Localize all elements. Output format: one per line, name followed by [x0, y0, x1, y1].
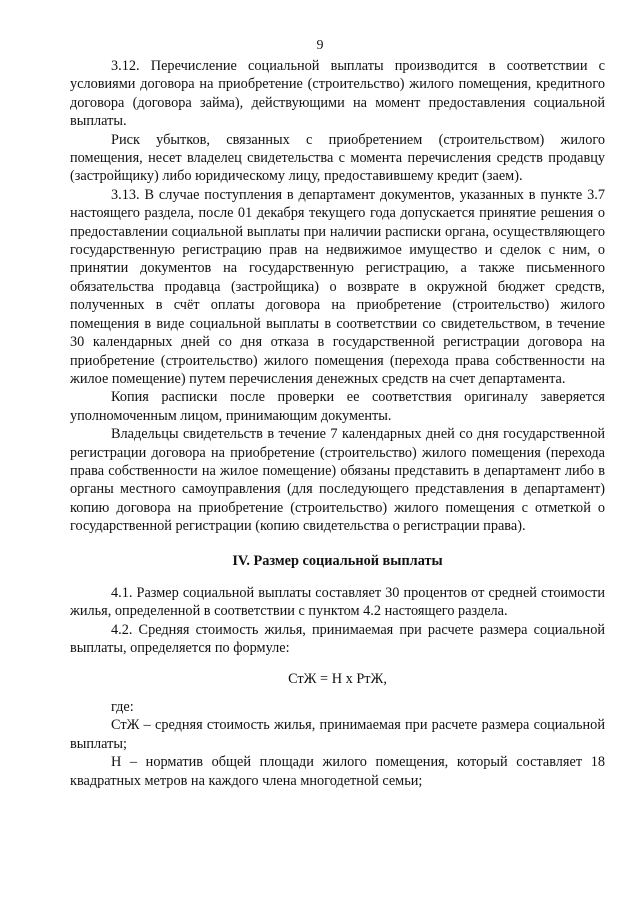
paragraph-owners: Владельцы свидетельств в течение 7 календарных дней со дня государственной регистрации договора на приобретение (строительство) жилого помещения (перехода права собственности на жилое помещение) обязаны представить в департамент либо в органы местного самоуправления (для последующего представления в департамент) копию договора на приобретение (строительство) жилого помещения с отметкой о государственной регистрации (копию свидетельства о регистрации права). — [70, 426, 605, 535]
paragraph-4-2: 4.2. Средняя стоимость жилья, принимаемая при расчете размера социальной выплаты, определяется по формуле: — [70, 621, 605, 657]
paragraph-3-12: 3.12. Перечисление социальной выплаты производится в соответствии с условиями договора на приобретение (строительство) жилого помещения, кредитного договора (договора займа), действующими на момент предоставления социальной выплаты. — [70, 58, 605, 130]
where-label: где: — [111, 699, 134, 715]
paragraph-4-1: 4.1. Размер социальной выплаты составляет 30 процентов от средней стоимости жилья, определенной в соответствии с пунктом 4.2 настоящего раздела. — [70, 584, 605, 620]
section-heading: IV. Размер социальной выплаты — [232, 552, 443, 569]
formula: СтЖ = Н х РтЖ, — [288, 670, 387, 687]
page-number: 9 — [316, 38, 324, 53]
paragraph-3-13: 3.13. В случае поступления в департамент документов, указанных в пункте 3.7 настоящего раздела, после 01 декабря текущего года допускается принятие решения о предоставлении социальной выплаты при наличии расписки органа, осуществляющего государственную регистрацию прав на недвижимое имущество и сделок с ним, о принятии документов на государственную регистрацию, а также письменного обязательства продавца (застройщика) о возврате в окружной бюджет средств, полученных в счёт оплаты договора на приобретение (строительство) жилого помещения в виде социальной выплаты в соответствии со свидетельством, в течение 30 календарных дней со дня отказа в государственной регистрации договора на приобретение (строительство) жилого помещения (перехода права собственности на жилое помещение) путем перечисления денежных средств на счет департамента. — [70, 186, 605, 387]
definition-stzh: СтЖ – средняя стоимость жилья, принимаемая при расчете размера социальной выплаты; — [70, 717, 605, 752]
definition-n: Н – норматив общей площади жилого помещения, который составляет 18 квадратных метров на каждого члена многодетной семьи; — [70, 754, 605, 789]
document-body — [70, 57, 605, 790]
paragraph-risk: Риск убытков, связанных с приобретением (строительством) жилого помещения, несет владелец свидетельства с момента перечисления средств продавцу (застройщику) либо юридическому лицу, предоставившему кредит (заем). — [70, 131, 605, 185]
paragraph-copy-receipt: Копия расписки после проверки ее соответствия оригиналу заверяется уполномоченным лицом, принимающим документы. — [70, 389, 605, 424]
